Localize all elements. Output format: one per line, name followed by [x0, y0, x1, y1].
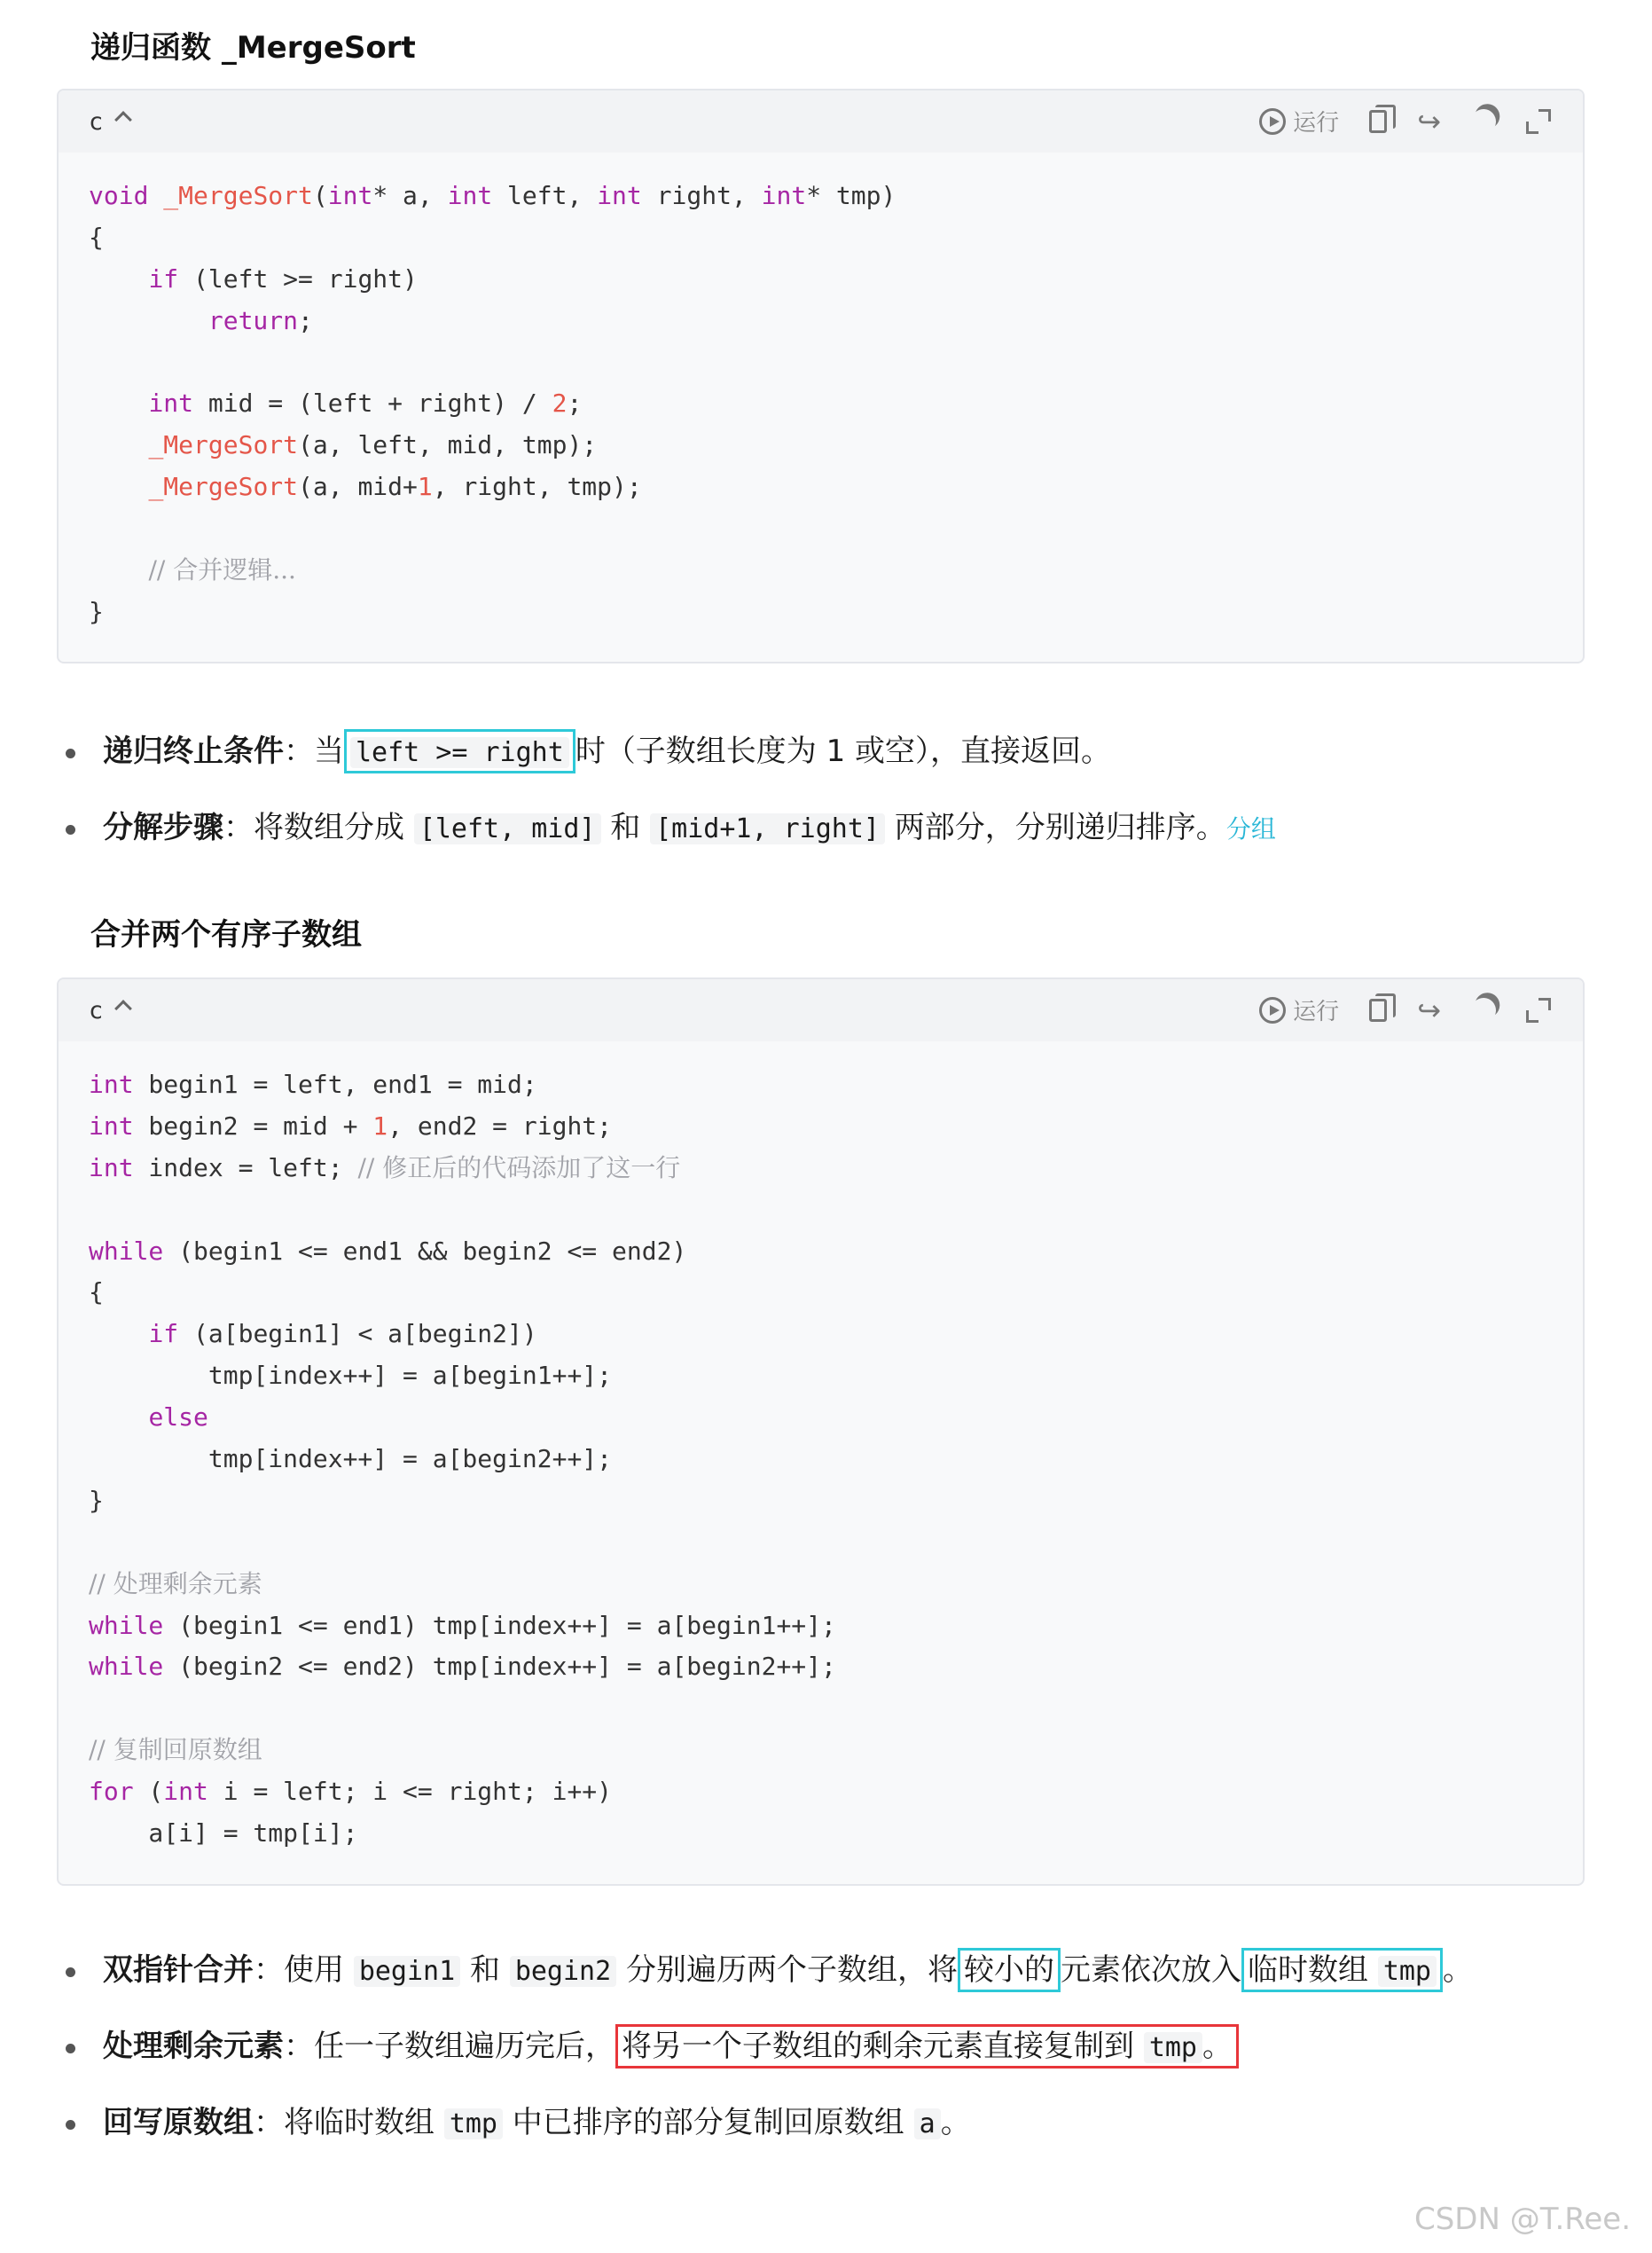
expand-icon [1526, 109, 1551, 134]
fullscreen-button[interactable] [1526, 998, 1551, 1023]
code-line: } [89, 1485, 104, 1515]
bullet-text: 当 [314, 734, 344, 769]
section-heading-merge: 合并两个有序子数组 [90, 917, 362, 953]
bullet-title: 递归终止条件 [103, 734, 284, 769]
bullet-title: 处理剩余元素 [103, 2029, 284, 2064]
code-line [89, 1522, 1553, 1564]
bullet-colon: ： [284, 2029, 314, 2064]
code-line: _MergeSort(a, left, mid, tmp); [148, 430, 598, 460]
bullet-text: 任一子数组遍历完后， [314, 2029, 615, 2064]
highlight-text: 将另一个子数组的剩余元素直接复制到 [622, 2029, 1144, 2064]
code-line: a[i] = tmp[i]; [89, 1818, 358, 1849]
inline-code: tmp [1144, 2032, 1202, 2063]
code-line: { [89, 222, 104, 252]
bullet-decompose [62, 807, 1605, 850]
share-arrow-icon: ↪ [1417, 104, 1441, 138]
collapse-chevron-icon[interactable] [114, 111, 132, 129]
bullet-remaining [62, 2026, 1605, 2069]
code-line: int mid = (left + right) / 2; [148, 389, 583, 419]
code-content [59, 1041, 1583, 1872]
copy-icon [1369, 110, 1387, 133]
code-line [89, 508, 1553, 550]
code-block-merge [57, 977, 1585, 1886]
bullet-text: 两部分，分别递归排序。 [885, 810, 1226, 845]
bullet-list-1 [62, 731, 1605, 850]
inline-code: [left, mid] [414, 813, 601, 844]
code-block-header [59, 90, 1583, 153]
bullet-title: 分解步骤 [103, 810, 223, 845]
bullet-text: 使用 [284, 1952, 354, 1988]
code-block-header [59, 979, 1583, 1041]
inline-code: begin1 [354, 1956, 460, 1987]
code-line: if (left >= right) [148, 263, 418, 294]
copy-button[interactable] [1369, 110, 1387, 133]
theme-toggle-button[interactable] [1471, 998, 1496, 1023]
collapse-chevron-icon[interactable] [114, 1000, 132, 1017]
code-language-label: c [89, 997, 104, 1024]
bullet-colon: ： [254, 1952, 284, 1988]
run-label: 运行 [1293, 110, 1340, 137]
bullet-text: 将临时数组 [284, 2105, 444, 2140]
highlight-box-cyan [344, 729, 575, 773]
bullet-colon: ： [254, 2105, 284, 2140]
code-line: tmp[index++] = a[begin2++]; [89, 1444, 613, 1474]
inline-code: [mid+1, right] [650, 813, 885, 844]
highlight-box-red [615, 2024, 1239, 2069]
run-button[interactable] [1259, 105, 1339, 137]
bullet-text: 和 [460, 1952, 510, 1988]
code-line: int index = left; // 修正后的代码添加了这一行 [89, 1152, 681, 1182]
bullet-two-pointer [62, 1950, 1605, 1992]
code-line: int begin2 = mid + 1, end2 = right; [89, 1111, 613, 1141]
bullet-text: 将数组分成 [254, 810, 414, 845]
code-line: } [89, 596, 104, 626]
bullet-text: 和 [600, 810, 651, 845]
code-line: // 复制回原数组 [89, 1735, 262, 1765]
bullet-text: 。 [1443, 1952, 1473, 1988]
bullet-text: 。 [940, 2105, 971, 2140]
fullscreen-button[interactable] [1526, 109, 1551, 134]
code-line: tmp[index++] = a[begin1++]; [89, 1361, 613, 1391]
bullet-title: 双指针合并 [103, 1952, 254, 1988]
moon-icon [1468, 106, 1499, 137]
code-content [59, 153, 1583, 651]
highlight-box-cyan: 较小的 [958, 1948, 1061, 1992]
code-line: while (begin1 <= end1 && begin2 <= end2) [89, 1236, 687, 1266]
bullet-text: 时（子数组长度为 1 或空），直接返回。 [575, 734, 1112, 769]
annotation-note: 分组 [1225, 814, 1276, 844]
code-line: void _MergeSort(int* a, int left, int right, int* tmp) [89, 181, 896, 210]
code-line: if (a[begin1] < a[begin2]) [148, 1319, 537, 1349]
code-line [89, 1688, 1553, 1730]
code-line: return; [207, 305, 313, 335]
play-icon [1259, 108, 1286, 135]
code-line: { [89, 1277, 104, 1307]
code-line: // 处理剩余元素 [89, 1568, 262, 1598]
bullet-writeback [62, 2102, 1605, 2145]
share-button[interactable] [1417, 104, 1441, 138]
section-heading-recursive: 递归函数 _MergeSort [90, 30, 416, 66]
copy-icon [1369, 999, 1387, 1022]
inline-code: left >= right [350, 737, 569, 768]
inline-code: tmp [1378, 1956, 1437, 1987]
inline-code: tmp [444, 2108, 503, 2139]
code-toolbar [1229, 105, 1551, 137]
share-arrow-icon: ↪ [1417, 993, 1441, 1027]
copy-button[interactable] [1369, 999, 1387, 1022]
bullet-text: 分别遍历两个子数组，将 [616, 1952, 958, 1988]
watermark: CSDN @T.Ree. [1413, 2202, 1631, 2237]
code-language-label: c [89, 108, 104, 136]
highlight-text: 临时数组 [1248, 1952, 1378, 1988]
inline-code: begin2 [510, 1956, 616, 1987]
run-button[interactable] [1259, 993, 1339, 1026]
bullet-colon: ： [284, 734, 314, 769]
bullet-text: 。 [1202, 2029, 1233, 2064]
bullet-colon: ： [223, 810, 254, 845]
expand-icon [1526, 998, 1551, 1023]
bullet-text: 中已排序的部分复制回原数组 [503, 2105, 914, 2140]
moon-icon [1468, 994, 1499, 1026]
code-line: while (begin1 <= end1) tmp[index++] = a[begin1++]; [89, 1610, 836, 1640]
code-line: _MergeSort(a, mid+1, right, tmp); [148, 472, 642, 502]
code-line: while (begin2 <= end2) tmp[index++] = a[begin2++]; [89, 1652, 836, 1682]
bullet-text: 元素依次放入 [1061, 1952, 1241, 1988]
share-button[interactable] [1417, 993, 1441, 1027]
code-line [89, 1189, 1553, 1231]
code-line: // 合并逻辑... [148, 555, 296, 585]
code-line: for (int i = left; i <= right; i++) [89, 1777, 613, 1807]
code-line [89, 342, 1553, 384]
bullet-list-2 [62, 1950, 1605, 2145]
code-block-mergesort [57, 89, 1585, 663]
bullet-termination [62, 731, 1605, 773]
theme-toggle-button[interactable] [1471, 109, 1496, 134]
code-line: int begin1 = left, end1 = mid; [89, 1070, 537, 1099]
run-label: 运行 [1293, 999, 1340, 1025]
play-icon [1259, 997, 1286, 1024]
code-toolbar [1229, 993, 1551, 1026]
code-line: else [148, 1402, 208, 1433]
inline-code: a [914, 2108, 941, 2139]
highlight-box-cyan [1241, 1948, 1443, 1992]
bullet-title: 回写原数组 [103, 2105, 254, 2140]
